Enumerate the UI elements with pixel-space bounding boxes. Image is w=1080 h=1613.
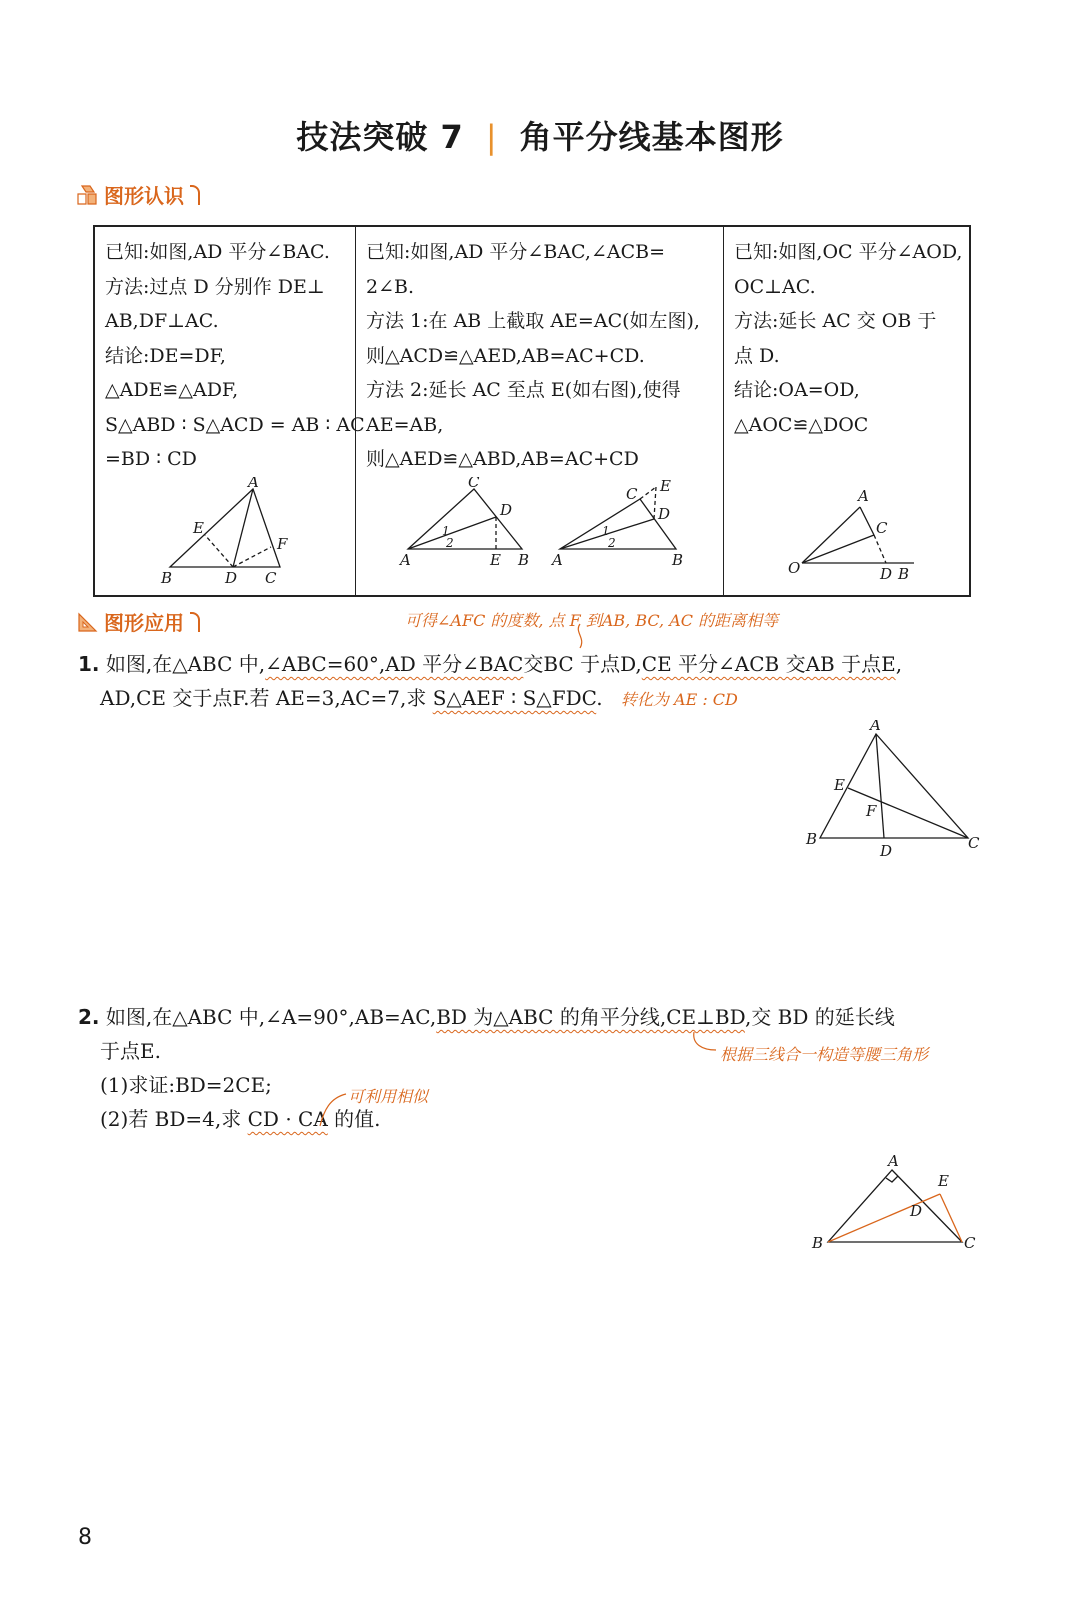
section-label-application: 图形应用 xyxy=(104,611,184,635)
table-cell-2 xyxy=(356,227,724,595)
title-right: 角平分线基本图形 xyxy=(519,118,784,156)
cell3-line: △AOC≌△DOC xyxy=(734,413,869,436)
cell2-line: 方法 1:在 AB 上截取 AE=AC(如左图), xyxy=(366,310,700,332)
q1-figure xyxy=(800,720,1000,865)
cell1-line: 已知:如图,AD 平分∠BAC. xyxy=(105,241,330,263)
section-label-recognition: 图形认识 xyxy=(104,184,184,208)
fig2b-label-A: A xyxy=(552,551,563,569)
section-heading-recognition xyxy=(76,180,200,209)
q1-number: 1. xyxy=(78,652,100,676)
q2-fig-label-A: A xyxy=(888,1152,899,1170)
q2-fig-label-C: C xyxy=(964,1234,976,1252)
figure-bisector-perpendicular xyxy=(155,477,325,587)
q2-line4 xyxy=(78,1102,1008,1136)
fig1-label-E: E xyxy=(193,519,204,537)
q1-fig-label-B: B xyxy=(806,830,818,848)
fig1-label-D: D xyxy=(225,569,238,587)
q2-text: (2)若 BD=4,求 xyxy=(100,1107,248,1131)
q2-fig-label-E: E xyxy=(938,1172,949,1190)
table-cell-3 xyxy=(724,227,969,595)
fig2a-label-1: 1 xyxy=(442,524,450,538)
cell1-line: 结论:DE=DF, xyxy=(105,344,226,367)
fig2a-label-B: B xyxy=(518,551,530,569)
cell1-text xyxy=(105,235,365,477)
ruler-triangle-icon xyxy=(76,611,100,633)
fig2a-label-D: D xyxy=(500,501,513,519)
fig1-label-C: C xyxy=(265,569,277,587)
fig2a-label-E: E xyxy=(490,551,501,569)
title-left: 技法突破 7 xyxy=(296,118,464,156)
fig2b-label-E: E xyxy=(660,477,671,495)
fig2b-label-D: D xyxy=(658,505,671,523)
fig3-label-B: B xyxy=(898,565,910,583)
q1-line1 xyxy=(78,647,1008,681)
q1-note-side: 转化为 AE : CD xyxy=(620,690,738,709)
cell1-line: S△ABD ∶ S△ACD = AB ∶ AC xyxy=(105,413,365,436)
cell2-line: 2∠B. xyxy=(366,275,415,298)
fig3-label-C: C xyxy=(876,519,888,537)
fig3-label-D: D xyxy=(880,565,893,583)
fig1-label-F: F xyxy=(277,535,288,553)
cell1-line: =BD ∶ CD xyxy=(105,448,197,470)
section-heading-application xyxy=(76,607,200,636)
q1-wavy: CE 平分∠ACB 交AB 于点E xyxy=(641,652,896,676)
q1-text: , xyxy=(895,652,903,676)
q2-note-mid: 可利用相似 xyxy=(348,1087,429,1106)
page-number: 8 xyxy=(78,1525,92,1550)
cell2-line: 方法 2:延长 AC 至点 E(如右图),使得 xyxy=(366,379,681,401)
fig3-label-A: A xyxy=(858,487,869,505)
method-table xyxy=(93,225,971,597)
q1-text: 如图,在△ABC 中, xyxy=(105,652,266,676)
q2-note-arrow-icon xyxy=(316,1090,350,1130)
cell3-text xyxy=(734,235,961,442)
q2-wavy: BD 为△ABC 的角平分线,CE⊥BD xyxy=(436,1005,745,1029)
section-bracket xyxy=(190,185,200,205)
q2-number: 2. xyxy=(78,1005,100,1029)
title-separator: | xyxy=(485,118,498,156)
q1-fig-label-D: D xyxy=(880,842,893,860)
cell2-line: AE=AB, xyxy=(366,413,444,436)
cell3-line: 方法:延长 AC 交 OB 于 xyxy=(734,310,937,332)
q1-wavy: S△AEF ∶ S△FDC xyxy=(432,686,597,710)
q1-note-top: 可得∠AFC 的度数, 点 F 到AB, BC, AC 的距离相等 xyxy=(405,611,779,630)
q2-text: 于点E. xyxy=(100,1039,161,1063)
q1-text: AD,CE 交于点F.若 AE=3,AC=7,求 xyxy=(100,686,433,710)
cell2-line: 则△AED≌△ABD,AB=AC+CD xyxy=(366,448,639,470)
question-1 xyxy=(78,647,1008,717)
q1-fig-label-F: F xyxy=(866,802,877,820)
figure-method1 xyxy=(396,477,546,577)
cell2-line: 则△ACD≌△AED,AB=AC+CD. xyxy=(366,344,645,367)
q1-line2 xyxy=(78,681,1008,717)
q2-line3 xyxy=(78,1068,1008,1102)
fig2a-label-A: A xyxy=(400,551,411,569)
fig2b-label-C: C xyxy=(626,485,638,503)
fig2a-label-2: 2 xyxy=(446,536,454,550)
figure-method2 xyxy=(548,477,718,577)
q2-text: (1)求证:BD=2CE; xyxy=(100,1073,272,1097)
q1-fig-label-C: C xyxy=(968,834,980,852)
q2-fig-label-B: B xyxy=(812,1234,824,1252)
cell3-line: 已知:如图,OC 平分∠AOD, xyxy=(734,241,963,263)
fig3-label-O: O xyxy=(788,559,801,577)
q2-text: 如图,在△ABC 中,∠A=90°,AB=AC, xyxy=(105,1005,437,1029)
cell3-line: 结论:OA=OD, xyxy=(734,379,860,401)
q1-fig-label-E: E xyxy=(834,776,845,794)
page-title xyxy=(0,112,1080,158)
q1-text: . xyxy=(596,686,603,710)
q2-fig-label-D: D xyxy=(910,1202,923,1220)
q1-wavy: ∠ABC=60°,AD 平分∠BAC xyxy=(265,652,524,676)
q2-wavy: CD · CA xyxy=(247,1107,328,1131)
cell1-line: 方法:过点 D 分别作 DE⊥ xyxy=(105,275,325,298)
fig1-label-A: A xyxy=(248,477,259,491)
q2-line1 xyxy=(78,1000,1008,1034)
fig2b-label-1: 1 xyxy=(602,524,610,538)
cubes-icon xyxy=(76,184,100,206)
q2-note-right: 根据三线合一构造等腰三角形 xyxy=(720,1045,929,1064)
cell1-line: △ADE≌△ADF, xyxy=(105,379,239,401)
figure-perpendicular-bisector xyxy=(784,485,934,585)
fig2b-label-2: 2 xyxy=(608,536,616,550)
q1-text: 交BC 于点D, xyxy=(523,652,642,676)
cell2-line: 已知:如图,AD 平分∠BAC,∠ACB= xyxy=(366,241,665,263)
q1-fig-label-A: A xyxy=(870,720,881,734)
q2-note-arrow-icon xyxy=(690,1030,720,1060)
question-2 xyxy=(78,1000,1008,1136)
q2-figure xyxy=(810,1150,990,1265)
table-cell-1 xyxy=(95,227,365,595)
cell1-line: AB,DF⊥AC. xyxy=(105,310,219,332)
q2-text: ,交 BD 的延长线 xyxy=(744,1005,895,1029)
cell3-line: OC⊥AC. xyxy=(734,275,816,298)
cell2-text xyxy=(366,235,715,477)
cell3-line: 点 D. xyxy=(734,344,780,367)
fig2b-label-B: B xyxy=(672,551,684,569)
fig2a-label-C: C xyxy=(468,477,480,491)
q2-text: 的值. xyxy=(327,1107,381,1131)
fig1-label-B: B xyxy=(161,569,173,587)
section-bracket xyxy=(190,612,200,632)
